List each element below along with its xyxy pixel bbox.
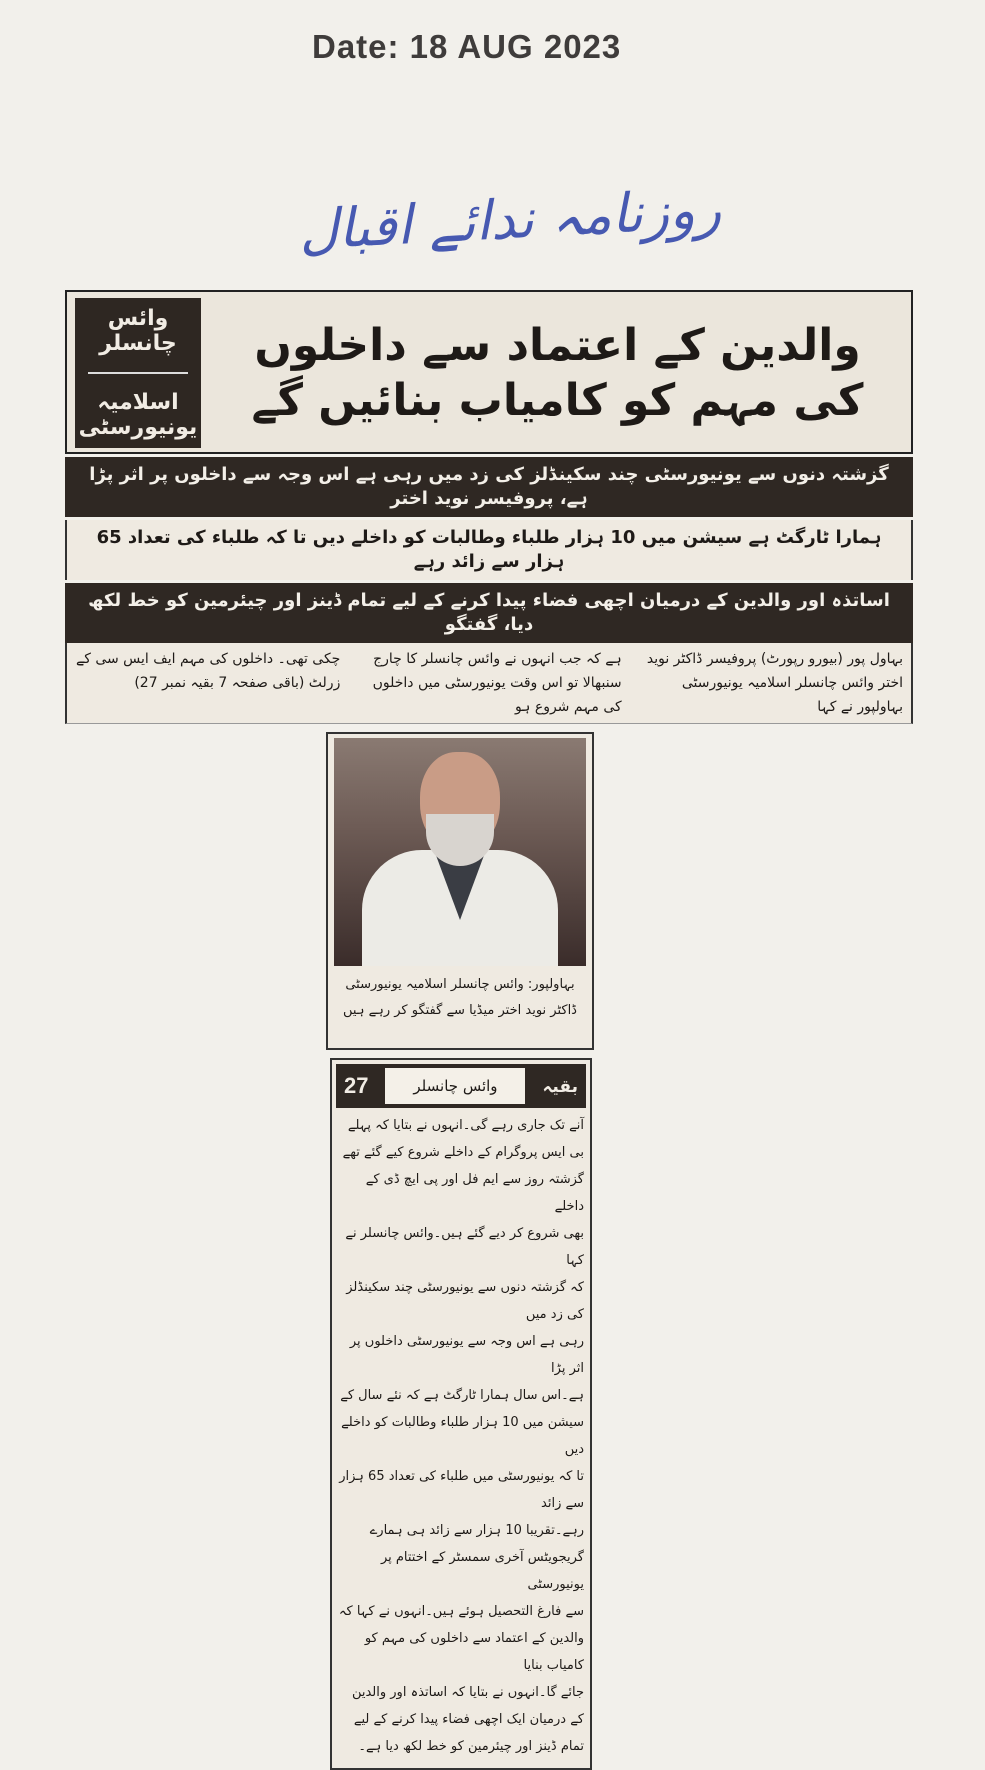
text-line: گریجویٹس آخری سمسٹر کے اختتام پر یونیورسٹی	[380, 1550, 584, 1592]
text-line: جائے گا۔انہوں نے بتایا کہ اساتذہ اور والدین	[351, 1685, 584, 1700]
text-line: بھی شروع کر دیے گئے ہیں۔وائس چانسلر نے کہا	[345, 1226, 584, 1268]
continuation-title: وائس چانسلر	[385, 1068, 525, 1104]
kicker-divider	[88, 372, 188, 374]
text-line: رہی ہے اس وجہ سے یونیورسٹی داخلوں پر اثر پڑا	[349, 1334, 584, 1376]
intro-text	[65, 643, 913, 724]
continuation-label: بقیہ	[542, 1076, 578, 1097]
text-line: آنے تک جاری رہے گی۔انہوں نے بتایا کہ پہلے	[347, 1118, 584, 1133]
headline-box	[65, 290, 913, 454]
caption-line-1: بہاولپور: وائس چانسلر اسلامیہ یونیورسٹی	[345, 977, 575, 992]
subhead-3: اساتذہ اور والدین کے درمیان اچھی فضاء پیدا کرنے کے لیے تمام ڈینز اور چیئرمین کو خط لکھ دیا، گفتگو	[65, 583, 913, 643]
lower-column	[326, 732, 594, 1770]
continuation-number: 27	[344, 1073, 369, 1098]
kicker-top: وائس چانسلر	[99, 306, 177, 356]
text-line: بی ایس پروگرام کے داخلے شروع کیے گئے تھے	[342, 1145, 584, 1160]
continuation-box	[330, 1058, 592, 1770]
subhead-2: ہمارا ٹارگٹ ہے سیشن میں 10 ہزار طلباء وطالبات کو داخلے دیں تا کہ طلباء کی تعداد 65 ہزار سے زائد رہے	[65, 520, 913, 580]
intro-column-3: چکی تھی۔ داخلوں کی مہم ایف ایس سی کے زرلٹ (باقی صفحہ 7 بقیہ نمبر 27)	[76, 651, 341, 691]
intro-column-1: بہاول پور (بیورو رپورٹ) پروفیسر ڈاکٹر نوید اختر وائس چانسلر اسلامیہ یونیورسٹی بہاولپور نے کہا	[646, 651, 903, 715]
kicker-bottom: اسلامیہ یونیورسٹی	[78, 390, 198, 440]
text-line: کہ گزشتہ دنوں سے یونیورسٹی چند سکینڈلز کی زد میں	[346, 1280, 584, 1322]
text-line: رہے۔تقریبا 10 ہزار سے زائد ہی ہمارے	[369, 1523, 584, 1538]
text-line: کے درمیان ایک اچھی فضاء پیدا کرنے کے لیے	[353, 1712, 584, 1727]
headline: والدین کے اعتماد سے داخلوں کی مہم کو کامیاب بنائیں گے	[251, 320, 864, 426]
text-line: ہے۔اس سال ہمارا ٹارگٹ ہے کہ نئے سال کے	[340, 1388, 584, 1403]
continuation-body	[336, 1108, 586, 1760]
headline-kicker	[75, 298, 201, 448]
photo-box	[326, 732, 594, 1050]
subhead-1: گزشتہ دنوں سے یونیورسٹی چند سکینڈلز کی زد میں رہی ہے اس وجہ سے داخلوں پر اثر پڑا ہے، پروفیسر نوید اختر	[65, 457, 913, 517]
date-stamp: Date: 18 AUG 2023	[312, 28, 622, 65]
handwritten-newspaper-name: روزنامہ ندائے اقبال	[297, 176, 723, 263]
article	[65, 290, 913, 1770]
text-line: تا کہ یونیورسٹی میں طلباء کی تعداد 65 ہزار سے زائد	[339, 1469, 584, 1511]
caption-line-2: ڈاکٹر نوید اختر میڈیا سے گفتگو کر رہے ہیں	[343, 1003, 577, 1018]
text-line: سے فارغ التحصیل ہوئے ہیں۔انہوں نے کہا کہ	[338, 1604, 584, 1619]
text-line: گزشتہ روز سے ایم فل اور پی ایچ ڈی کے داخلے	[365, 1172, 584, 1214]
text-line: تمام ڈینز اور چیئرمین کو خط لکھ دیا ہے۔	[358, 1739, 584, 1754]
text-line: سیشن میں 10 ہزار طلباء وطالبات کو داخلے دیں	[341, 1415, 584, 1457]
text-line: والدین کے اعتماد سے داخلوں کی مہم کو کامیاب بنایا	[364, 1631, 584, 1673]
continuation-header	[336, 1064, 586, 1108]
intro-column-2: ہے کہ جب انہوں نے وائس چانسلر کا چارج سنبھالا تو اس وقت یونیورسٹی میں داخلوں کی مہم شروع ہو	[372, 651, 622, 715]
photo-caption	[334, 972, 586, 1024]
portrait-photo	[334, 738, 586, 966]
